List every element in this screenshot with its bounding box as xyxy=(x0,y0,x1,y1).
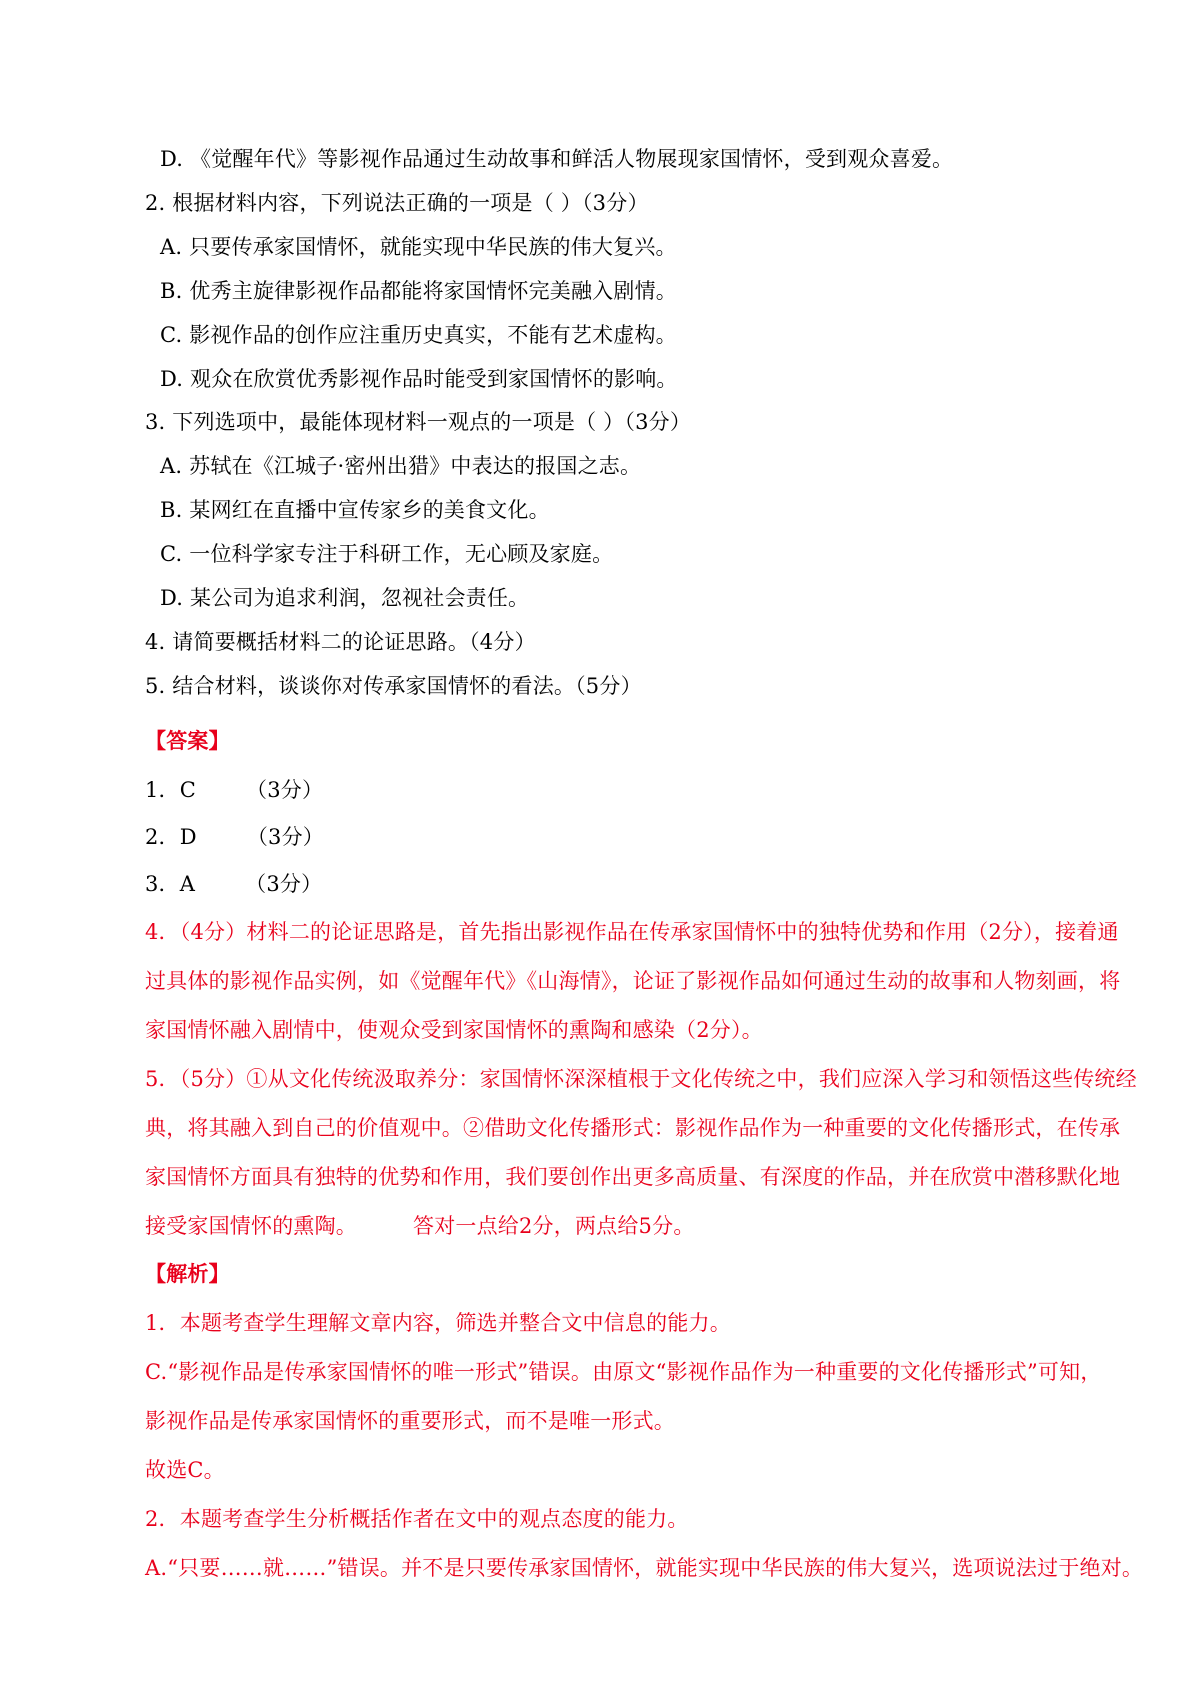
analysis-line: 2．本题考查学生分析概括作者在文中的观点态度的能力。 xyxy=(145,1507,689,1531)
answer-q4-line-3: 家国情怀融入剧情中，使观众受到家国情怀的熏陶和感染（2分）。 xyxy=(145,1018,763,1042)
answer-heading: 【答案】 xyxy=(145,728,230,753)
q3-option-b: B. 某网红在直播中宣传家乡的美食文化。 xyxy=(160,498,550,522)
answer-item-3 xyxy=(145,870,322,898)
answer-item-score: （3分） xyxy=(245,872,323,896)
answer-q5-scoring-note: 答对一点给2分，两点给5分。 xyxy=(413,1214,695,1238)
q2-option-b: B. 优秀主旋律影视作品都能将家国情怀完美融入剧情。 xyxy=(160,279,677,303)
analysis-line: 1．本题考查学生理解文章内容，筛选并整合文中信息的能力。 xyxy=(145,1311,731,1335)
answer-item-score: （3分） xyxy=(246,778,324,802)
analysis-line: A.“只要……就……”错误。并不是只要传承家国情怀，就能实现中华民族的伟大复兴，选项说法过于绝对。 xyxy=(145,1556,1144,1580)
answer-q5-line-2: 典，将其融入到自己的价值观中。②借助文化传播形式：影视作品作为一种重要的文化传播形式，在传承 xyxy=(145,1116,1121,1140)
q2-option-a: A. 只要传承家国情怀，就能实现中华民族的伟大复兴。 xyxy=(160,235,677,259)
analysis-line: 影视作品是传承家国情怀的重要形式，而不是唯一形式。 xyxy=(145,1409,675,1433)
q2-option-d: D. 观众在欣赏优秀影视作品时能受到家国情怀的影响。 xyxy=(160,367,678,391)
q2-option-c: C. 影视作品的创作应注重历史真实，不能有艺术虚构。 xyxy=(160,323,677,347)
analysis-line: 故选C。 xyxy=(145,1458,225,1482)
answer-item-num: 2．D xyxy=(145,825,197,849)
q3-option-a: A. 苏轼在《江城子·密州出猎》中表达的报国之志。 xyxy=(160,454,642,478)
answer-item-num: 1．C xyxy=(145,778,197,802)
answer-q4-line-2: 过具体的影视作品实例，如《觉醒年代》《山海情》，论证了影视作品如何通过生动的故事和人物刻画，将 xyxy=(145,969,1121,993)
q3-stem: 3. 下列选项中，最能体现材料一观点的一项是（ ）（3分） xyxy=(145,410,692,434)
q1-option-d: D. 《觉醒年代》等影视作品通过生动故事和鲜活人物展现家国情怀，受到观众喜爱。 xyxy=(160,147,954,171)
answer-item-1 xyxy=(145,776,323,804)
q3-option-d: D. 某公司为追求利润，忽视社会责任。 xyxy=(160,586,530,610)
answer-q5-last-text: 接受家国情怀的熏陶。 xyxy=(145,1214,357,1238)
q5-stem: 5. 结合材料，谈谈你对传承家国情怀的看法。（5分） xyxy=(145,674,642,698)
answer-item-score: （3分） xyxy=(246,825,324,849)
q2-stem: 2. 根据材料内容，下列说法正确的一项是（ ）（3分） xyxy=(145,191,649,215)
analysis-line: C.“影视作品是传承家国情怀的唯一形式”错误。由原文“影视作品作为一种重要的文化传播形式”可知， xyxy=(145,1360,1102,1384)
q4-stem: 4. 请简要概括材料二的论证思路。（4分） xyxy=(145,630,536,654)
q3-option-c: C. 一位科学家专注于科研工作，无心顾及家庭。 xyxy=(160,542,614,566)
answer-item-num: 3．A xyxy=(145,872,196,896)
answer-q5-line-1: 5．（5分）①从文化传统汲取养分：家国情怀深深植根于文化传统之中，我们应深入学习和领悟这些传统经 xyxy=(145,1067,1137,1091)
answer-item-2 xyxy=(145,823,324,851)
analysis-heading: 【解析】 xyxy=(145,1261,230,1286)
answer-q5-line-4 xyxy=(145,1212,695,1240)
answer-q5-line-3: 家国情怀方面具有独特的优势和作用，我们要创作出更多高质量、有深度的作品，并在欣赏中潜移默化地 xyxy=(145,1165,1121,1189)
answer-q4-line-1: 4．（4分）材料二的论证思路是，首先指出影视作品在传承家国情怀中的独特优势和作用（2分），接着通 xyxy=(145,920,1119,944)
